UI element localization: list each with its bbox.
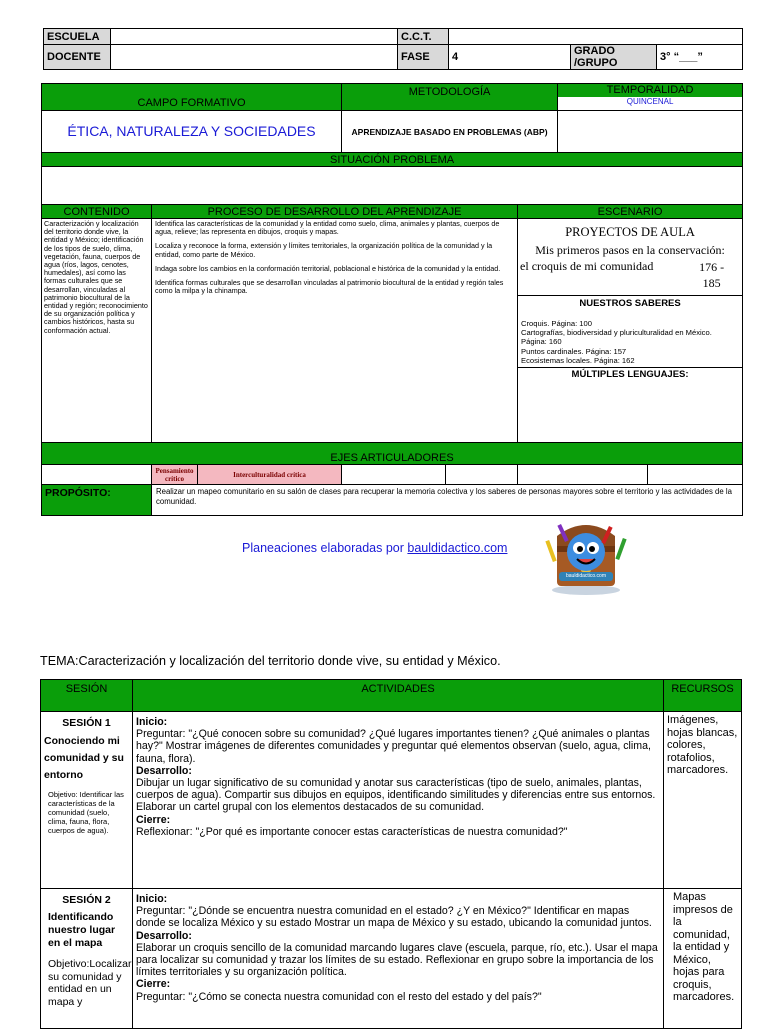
session-activities: [133, 889, 664, 1029]
fase-label: FASE: [398, 45, 449, 70]
col-resources-header: RECURSOS: [664, 680, 742, 712]
docente-label: DOCENTE: [44, 45, 111, 70]
lenguajes-label: MÚLTIPLES LENGUAJES:: [518, 367, 742, 380]
proceso-item: Identifica las características de la comunidad y la entidad como suelo, clima, animales y plantas, cuerpos de agua, relieve; las representa en dibujos, croquis y mapas.: [155, 219, 500, 237]
session-info: [41, 712, 133, 889]
proceso-item: Identifica formas culturales que se desarrollan vinculadas al patrimonio biocultural de la entidad y región tales como la milpa y la chinampa.: [155, 278, 504, 296]
inicio-text: Preguntar: "¿Qué conocen sobre su comunidad? ¿Qué lugares importantes tienen? ¿Qué animales o plantas hay?" Mostrar imágenes de diferentes comunidades y preguntar qué elementos observan (suelo, agua, clima, fauna, flora).: [136, 728, 651, 765]
credit-text: Planeaciones elaboradas por: [242, 541, 408, 555]
mascot-label: bauldidactico.com: [565, 573, 607, 579]
escenario-cell: [518, 219, 743, 443]
session-resources: Mapas impresos de la comunidad, la entidad y México, hojas para croquis, marcadores.: [664, 889, 742, 1029]
fase-value: 4: [449, 45, 571, 70]
contenido-label: CONTENIDO: [42, 205, 152, 219]
cct-label: C.C.T.: [398, 29, 449, 45]
session-info: [41, 889, 133, 1029]
temporalidad-value: QUINCENAL: [626, 97, 674, 106]
saberes-item: Puntos cardinales. Página: 157: [521, 346, 627, 356]
saberes-list: [518, 309, 742, 365]
escuela-field[interactable]: [111, 29, 398, 45]
session-objective: Objetivo: Identificar las características de la comunidad (suelo, clima, fauna, flora, cuerpos de agua).: [48, 790, 124, 835]
session-row: [41, 712, 742, 889]
sessions-table: [40, 679, 742, 1029]
escenario-label: ESCENARIO: [518, 205, 743, 219]
contenido-text: Caracterización y localización del territorio donde vive, la entidad y México; identificación de los tipos de suelo, clima, vegetación, fauna, cuerpos de agua (ríos, lagos, cenotes, humedales), así como las formas culturales que se desarrollan, vinculadas al patrimonio biocultural de la entidad y región; reconocimiento de su organización política y cambios históricos, hasta su conformación actual.: [42, 219, 152, 443]
docente-field[interactable]: [111, 45, 398, 70]
metodologia-value: APRENDIZAJE BASADO EN PROBLEMAS (ABP): [342, 111, 558, 153]
session-objective: Objetivo:Localizar su comunidad y entidad en un mapa y: [48, 958, 132, 1008]
eje-tag-interculturalidad: Interculturalidad crítica: [198, 465, 341, 484]
session-row: [41, 889, 742, 1029]
situacion-problema-field[interactable]: [42, 167, 743, 205]
campo-formativo-label: CAMPO FORMATIVO: [137, 97, 246, 109]
proceso-label: PROCESO DE DESARROLLO DEL APRENDIZAJE: [152, 205, 518, 219]
saberes-item: Croquis. Página: 100: [521, 319, 592, 328]
cierre-label: Cierre:: [136, 813, 171, 826]
proposito-label: PROPÓSITO:: [42, 485, 152, 516]
credit-link[interactable]: bauldidactico.com: [407, 541, 508, 555]
proposito-text: Realizar un mapeo comunitario en su salón de clases para recuperar la memoria colectiva y los saberes de personas mayores sobre el territorio y las actividades de la comunidad.: [152, 485, 743, 516]
eje-tag-pensamiento: Pensamiento crítico: [152, 465, 198, 484]
desarrollo-text: Elaborar un croquis sencillo de la comunidad marcando lugares clave (escuela, parque, río, etc.). Usar el mapa para localizar su comunidad y trazar los límites de su estado. Reflexionar en grupo sobre la importancia de los límites territoriales y su organización política.: [136, 941, 658, 979]
ejes-label: EJES ARTICULADORES: [42, 443, 743, 465]
desarrollo-label: Desarrollo:: [136, 929, 192, 942]
session-resources: Imágenes, hojas blancas, colores, rotafolios, marcadores.: [664, 712, 742, 889]
temporalidad-extra: [558, 111, 743, 153]
escenario-title: PROYECTOS DE AULA: [565, 225, 695, 239]
planning-table: [41, 83, 743, 516]
saberes-item: Ecosistemas locales. Página: 162: [521, 355, 635, 365]
escuela-label: ESCUELA: [44, 29, 111, 45]
school-info-table: [43, 28, 743, 70]
treasure-chest-mascot-icon: [543, 512, 629, 596]
eje-cell: [518, 465, 648, 485]
saberes-label: NUESTROS SABERES: [579, 298, 681, 309]
grado-label: GRADO /GRUPO: [571, 45, 657, 70]
saberes-item: Cartografías, biodiversidad y pluriculturalidad en México. Página: 160: [521, 328, 712, 347]
inicio-label: Inicio:: [136, 893, 168, 905]
cierre-text: Preguntar: "¿Cómo se conecta nuestra comunidad con el resto del estado y del país?": [136, 990, 542, 1003]
cct-field[interactable]: [449, 29, 743, 45]
grado-value: 3° “___”: [657, 45, 743, 70]
proceso-item: Indaga sobre los cambios en la conformación territorial, poblacional e histórica de la comunidad y la entidad.: [155, 263, 501, 273]
escenario-project-line2: el croquis de mi comunidad: [520, 259, 654, 273]
session-title: Identificando nuestro lugar en el mapa: [48, 911, 116, 949]
col-activities-header: ACTIVIDADES: [133, 680, 664, 712]
temporalidad-label: TEMPORALIDAD: [558, 84, 742, 97]
session-activities: [133, 712, 664, 889]
metodologia-label: METODOLOGÍA: [342, 84, 558, 111]
proceso-list: [152, 219, 518, 443]
cierre-label: Cierre:: [136, 978, 171, 991]
eje-cell: [42, 465, 152, 485]
inicio-label: Inicio:: [136, 716, 168, 728]
campo-formativo-value: ÉTICA, NATURALEZA Y SOCIEDADES: [42, 111, 342, 153]
desarrollo-text: Dibujar un lugar significativo de su comunidad y anotar sus características (tipo de suelo, animales, plantas, cuerpos de agua). Compartir sus dibujos en equipos, identificando similitudes y diferencias entre sus entornos. Elaborar un cartel grupal con los elementos destacados de su comunidad.: [136, 777, 656, 814]
eje-cell: [446, 465, 518, 485]
escenario-pages: 176 - 185: [699, 260, 725, 290]
proceso-item: Localiza y reconoce la forma, extensión y límites territoriales, la organización política de la comunidad y la entidad, como parte de México.: [155, 241, 493, 259]
escenario-project-line1: Mis primeros pasos en la conservación:: [535, 243, 725, 257]
session-number: SESIÓN 1: [62, 717, 111, 729]
eje-cell: [342, 465, 446, 485]
col-session-header: SESIÓN: [41, 680, 133, 712]
session-title: Conociendo mi comunidad y su entorno: [44, 735, 124, 781]
desarrollo-label: Desarrollo:: [136, 764, 192, 777]
tema-heading: TEMA:Caracterización y localización del territorio donde vive, su entidad y México.: [40, 654, 501, 668]
credit-line: [242, 541, 507, 555]
eje-cell: [648, 465, 743, 485]
situacion-problema-label: SITUACIÓN PROBLEMA: [42, 153, 743, 167]
session-number: SESIÓN 2: [62, 894, 111, 906]
inicio-text: Preguntar: "¿Dónde se encuentra nuestra comunidad en el estado? ¿Y en México?" Identificar en mapas donde se localiza México y su estado Mostrar un mapa de México y su estado, ubicando la comunidad juntos.: [136, 905, 652, 930]
cierre-text: Reflexionar: "¿Por qué es importante conocer estas características de nuestra comunidad?": [136, 825, 568, 838]
